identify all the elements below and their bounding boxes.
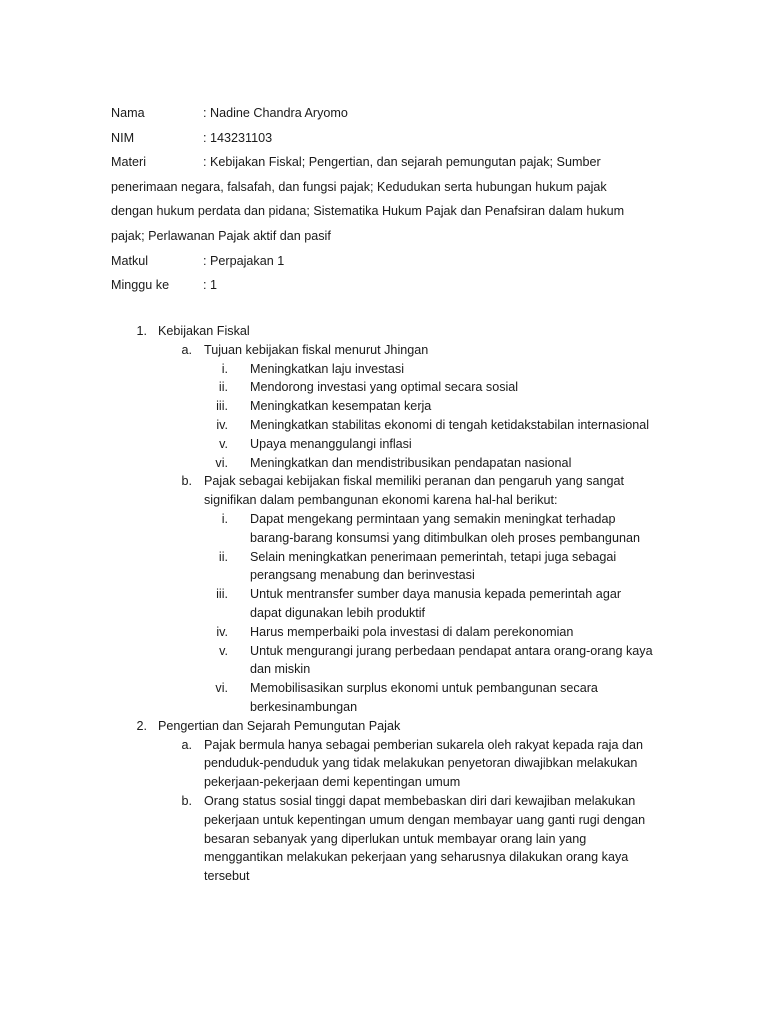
item-roman: iii. xyxy=(216,587,228,602)
section-title: Kebijakan Fiskal xyxy=(158,324,250,338)
header-materi-row xyxy=(111,150,651,248)
item-roman: ii. xyxy=(218,380,228,395)
item-letter: b. xyxy=(181,793,192,808)
materi-value: : Kebijakan Fiskal; Pengertian, dan sejarah pemungutan pajak; Sumber penerimaan negara, falsafah, dan fungsi pajak; Kedudukan serta hubungan hukum pajak dengan hukum perdata dan pidana; Sistematika Hukum Pajak dan Penafsiran dalam hukum pajak; Perlawanan Pajak aktif dan pasif xyxy=(111,155,625,243)
nim-label: NIM xyxy=(111,131,135,145)
list-item xyxy=(0,454,768,473)
item-letter: b. xyxy=(181,474,192,489)
item-letter: a. xyxy=(181,342,192,357)
section-1-item-a xyxy=(0,341,768,360)
item-text: Untuk mentransfer sumber daya manusia kepada pemerintah agar dapat digunakan lebih produktif xyxy=(250,587,622,620)
section-title: Pengertian dan Sejarah Pemungutan Pajak xyxy=(158,718,401,733)
nim-value: : 143231103 xyxy=(203,131,273,145)
matkul-label: Matkul xyxy=(111,254,149,268)
item-text: Upaya menanggulangi inflasi xyxy=(250,436,412,451)
item-text: Meningkatkan kesempatan kerja xyxy=(250,399,432,414)
header-nim-row xyxy=(111,126,651,151)
item-roman: ii. xyxy=(218,549,228,564)
item-text: Harus memperbaiki pola investasi di dalam perekonomian xyxy=(250,624,574,639)
section-2 xyxy=(0,717,768,736)
item-text: Tujuan kebijakan fiskal menurut Jhingan xyxy=(204,342,429,357)
list-item xyxy=(0,378,768,397)
header-name-row xyxy=(111,101,651,126)
list-item xyxy=(0,679,768,717)
section-2-item-b xyxy=(0,792,768,886)
item-text: Dapat mengekang permintaan yang semakin meningkat terhadap barang-barang konsumsi yang ditimbulkan oleh proses pembangunan xyxy=(250,511,640,545)
list-item xyxy=(0,360,768,379)
section-number: 1. xyxy=(136,324,147,338)
section-number: 2. xyxy=(136,718,147,733)
section-2-item-a xyxy=(0,736,768,792)
item-text: Mendorong investasi yang optimal secara sosial xyxy=(250,380,519,395)
list-item xyxy=(0,397,768,416)
item-roman: iv. xyxy=(216,624,228,639)
item-roman: i. xyxy=(221,511,228,526)
materi-label: Materi xyxy=(111,155,146,169)
name-label: Nama xyxy=(111,106,145,120)
item-roman: iv. xyxy=(216,417,228,432)
list-item xyxy=(0,585,768,623)
item-text: Memobilisasikan surplus ekonomi untuk pembangunan secara berkesinambungan xyxy=(250,681,598,714)
item-roman: v. xyxy=(219,643,228,658)
list-item xyxy=(0,548,768,586)
item-text: Untuk mengurangi jurang perbedaan pendapat antara orang-orang kaya dan miskin xyxy=(250,643,653,677)
list-item xyxy=(0,510,768,548)
list-item xyxy=(0,623,768,642)
item-text: Meningkatkan dan mendistribusikan pendapatan nasional xyxy=(250,455,572,470)
name-value: : Nadine Chandra Aryomo xyxy=(203,106,348,120)
item-letter: a. xyxy=(181,737,192,752)
item-text: Meningkatkan laju investasi xyxy=(250,361,405,376)
minggu-label: Minggu ke xyxy=(111,278,170,292)
list-item xyxy=(0,435,768,454)
header-matkul-row xyxy=(111,249,651,274)
header-minggu-row xyxy=(111,273,651,298)
item-roman: iii. xyxy=(216,399,228,414)
item-roman: i. xyxy=(221,361,228,376)
item-text: Pajak sebagai kebijakan fiskal memiliki peranan dan pengaruh yang sangat signifikan dalam pembangunan ekonomi karena hal-hal berikut: xyxy=(204,474,625,508)
outline-list xyxy=(0,322,768,886)
item-roman: v. xyxy=(219,436,228,451)
list-item xyxy=(0,642,768,680)
item-roman: vi. xyxy=(215,681,228,696)
item-text: Selain meningkatkan penerimaan pemerintah, tetapi juga sebagai perangsang menabung dan berinvestasi xyxy=(250,549,617,583)
matkul-value: : Perpajakan 1 xyxy=(203,254,285,268)
list-item xyxy=(0,416,768,435)
item-text: Orang status sosial tinggi dapat membebaskan diri dari kewajiban melakukan pekerjaan untuk kepentingan umum dengan membayar uang ganti rugi dengan besaran sebanyak yang diperlukan untuk membayar orang lain yang menggantikan melakukan pekerjaan yang seharusnya dilakukan orang kaya tersebut xyxy=(204,793,646,884)
item-roman: vi. xyxy=(215,455,228,470)
item-text: Pajak bermula hanya sebagai pemberian sukarela oleh rakyat kepada raja dan penduduk-penduduk yang tidak melakukan penyetoran diwajibkan melakukan pekerjaan-pekerjaan demi kepentingan umum xyxy=(204,737,643,790)
minggu-value: : 1 xyxy=(203,278,218,292)
section-1-item-b xyxy=(0,472,768,510)
section-1 xyxy=(0,322,768,341)
item-text: Meningkatkan stabilitas ekonomi di tengah ketidakstabilan internasional xyxy=(250,417,650,432)
